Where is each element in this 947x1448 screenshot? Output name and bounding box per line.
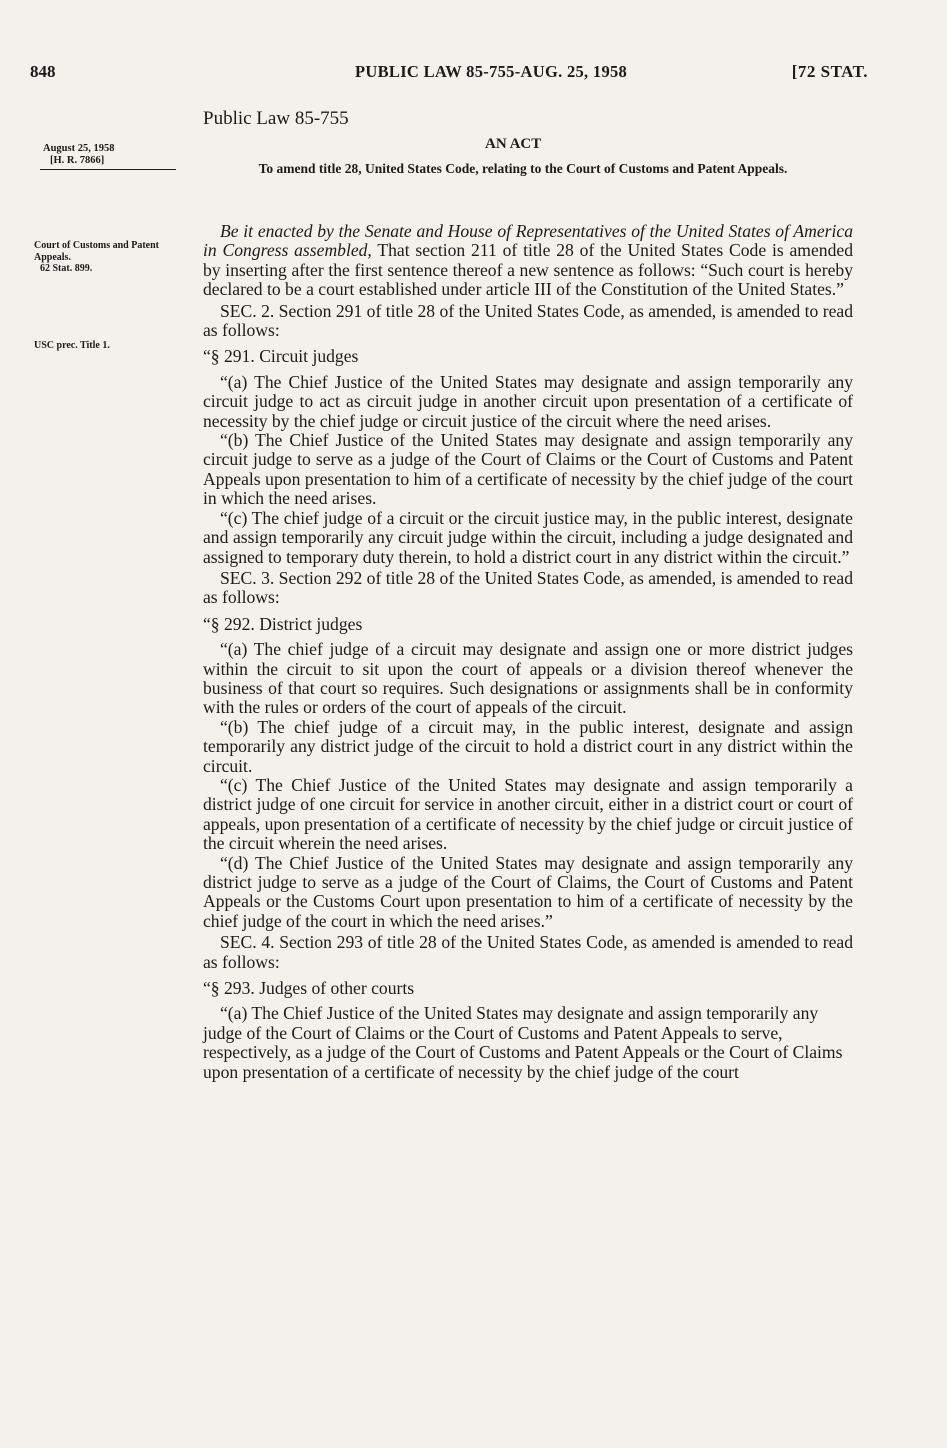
statute-volume: [72 STAT. <box>791 62 868 81</box>
margin-note-court <box>34 240 184 275</box>
section-293-a: “(a) The Chief Justice of the United States may designate and assign temporarily any judge of the Court of Claims or the Court of Customs and Patent Appeals to serve, respectively, as a judge of the Court of Customs and Patent Appeals or the Court of Claims upon presentation of a certificate of necessity by the chief judge of the court <box>203 1003 843 1082</box>
section-292-heading: “§ 292. District judges <box>203 613 363 634</box>
margin-note-stat-citation: 62 Stat. 899. <box>40 263 93 274</box>
enacting-clause <box>203 222 853 300</box>
section-291-c: “(c) The chief judge of a circuit or the circuit justice may, in the public interest, designate and assign temporarily any circuit judge within the circuit, including a judge designated and assigned to temporary duty therein, to hold a district court in any district within the circuit.” <box>203 507 853 567</box>
enactment-date: August 25, 1958 <box>43 143 115 154</box>
act-title: To amend title 28, United States Code, relating to the Court of Customs and Patent Appeals. <box>258 161 788 176</box>
section-291-b: “(b) The Chief Justice of the United States may designate and assign temporarily any circuit judge to serve as a judge of the Court of Claims or the Court of Customs and Patent Appeals upon presentation to him of a certificate of necessity by the chief judge of the court in which the need arises. <box>203 430 853 509</box>
section-292-b: “(b) The chief judge of a circuit may, in the public interest, designate and assign temporarily any district judge of the circuit to hold a district court in any district within the circuit. <box>203 716 853 776</box>
section-291-a: “(a) The Chief Justice of the United States may designate and assign temporarily any circuit judge to act as circuit judge in another circuit upon presentation of a certificate of necessity by the chief judge or circuit justice of the circuit where the need arises. <box>203 371 853 431</box>
section-4: SEC. 4. Section 293 of title 28 of the United States Code, as amended is amended to read as follows: <box>203 932 853 972</box>
law-heading: Public Law 85-755 <box>203 108 349 129</box>
bill-number: [H. R. 7866] <box>40 155 176 170</box>
running-title: PUBLIC LAW 85-755-AUG. 25, 1958 <box>355 62 628 81</box>
section-292-d: “(d) The Chief Justice of the United States may designate and assign temporarily any district judge to serve as a judge of the Court of Claims, the Court of Customs and Patent Appeals or the Customs Court upon presentation to him of a certificate of necessity by the chief judge of the court in which the need arises.” <box>203 852 853 931</box>
margin-date-note <box>40 143 176 170</box>
section-2: SEC. 2. Section 291 of title 28 of the United States Code, as amended, is amended to read as follows: <box>203 300 853 341</box>
section-292-c: “(c) The Chief Justice of the United States may designate and assign temporarily a district judge of one circuit for service in another circuit, either in a district court or court of appeals, upon presentation of a certificate of necessity by the chief judge or circuit justice of the circuit wherein the need arises. <box>203 774 853 854</box>
section-293-heading: “§ 293. Judges of other courts <box>203 978 415 999</box>
page-number: 848 <box>30 62 56 81</box>
section-292-a: “(a) The chief judge of a circuit may designate and assign one or more district judges within the circuit to sit upon the court of appeals or a division thereof whenever the business of that court so requires. Such designations or assignments shall be in conformity with the rules or orders of the court of appeals of the circuit. <box>203 639 853 718</box>
margin-note-court-text: Court of Customs and Patent Appeals. <box>34 240 159 263</box>
enacting-formula: Be it enacted by the Senate and House of Representatives of the United States of America in Congress assembled, <box>203 221 853 261</box>
section-291-heading: “§ 291. Circuit judges <box>203 346 359 367</box>
running-head <box>30 62 868 86</box>
statute-body <box>203 222 853 1082</box>
enacting-text: That section 211 of title 28 of the United States Code is amended by inserting after the first sentence thereof a new sentence as follows: “Such court is hereby declared to be a court established under article III of the Constitution of the United States.” <box>203 240 853 300</box>
section-3: SEC. 3. Section 292 of title 28 of the United States Code, as amended, is amended to read as follows: <box>203 567 853 608</box>
act-heading: AN ACT <box>485 136 542 152</box>
margin-note-usc: USC prec. Title 1. <box>34 340 110 351</box>
